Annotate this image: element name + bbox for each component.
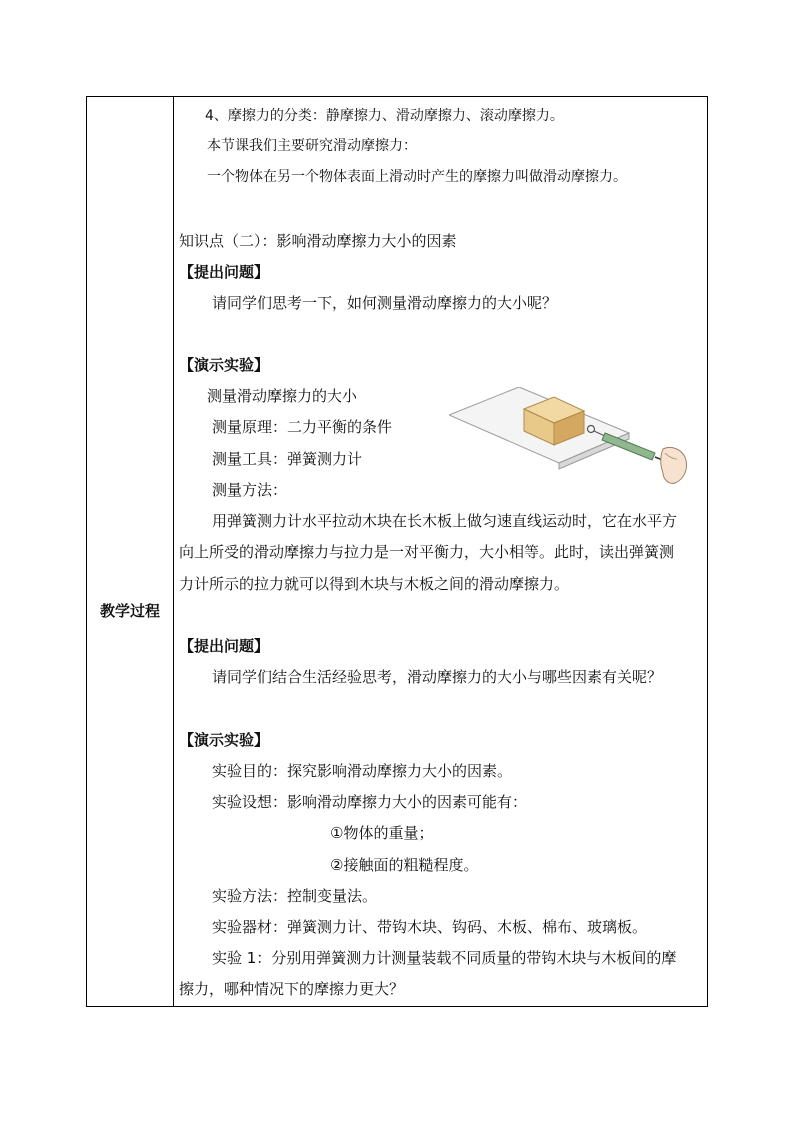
question-text-1: 请同学们思考一下，如何测量滑动摩擦力的大小呢？	[212, 294, 558, 312]
hypothesis-item-2: ②接触面的粗糙程度。	[330, 856, 479, 874]
spring-scale-figure	[449, 387, 689, 492]
question-heading-2: 【提出问题】	[179, 637, 270, 655]
experiment-purpose: 实验目的：探究影响滑动摩擦力大小的因素。	[212, 762, 513, 780]
demo-heading-2: 【演示实验】	[179, 731, 270, 749]
lesson-table	[86, 96, 708, 1007]
experiment-equipment: 实验器材：弹簧测力计、带钩木块、钩码、木板、棉布、玻璃板。	[212, 918, 648, 936]
measure-tool: 测量工具：弹簧测力计	[212, 450, 363, 468]
experiment-method: 实验方法：控制变量法。	[212, 887, 378, 905]
sliding-friction-definition: 一个物体在另一个物体表面上滑动时产生的摩擦力叫做滑动摩擦力。	[207, 169, 627, 185]
hand	[661, 447, 687, 483]
method-text-2: 向上所受的滑动摩擦力与拉力是一对平衡力，大小相等。此时，读出弹簧测	[179, 543, 675, 561]
focus-statement: 本节课我们主要研究滑动摩擦力：	[207, 138, 417, 154]
question-text-2: 请同学们结合生活经验思考，滑动摩擦力的大小与哪些因素有关呢？	[212, 668, 663, 686]
row-label: 教学过程	[99, 602, 160, 620]
column-divider	[173, 97, 174, 1006]
experiment-1-text: 实验 1：分别用弹簧测力计测量装载不同质量的带钩木块与木板间的摩	[212, 949, 677, 967]
friction-classification: 4、摩擦力的分类：静摩擦力、滑动摩擦力、滚动摩擦力。	[205, 108, 564, 124]
experiment-hypothesis: 实验设想：影响滑动摩擦力大小的因素可能有：	[212, 793, 528, 811]
method-text-1: 用弹簧测力计水平拉动木块在长木板上做匀速直线运动时，它在水平方	[212, 512, 678, 530]
demo-title: 测量滑动摩擦力的大小	[207, 387, 358, 405]
measure-principle: 测量原理：二力平衡的条件	[212, 418, 393, 436]
knowledge-point-heading: 知识点（二）：影响滑动摩擦力大小的因素	[179, 232, 457, 250]
question-heading-1: 【提出问题】	[179, 263, 270, 281]
demo-heading-1: 【演示实验】	[179, 356, 270, 374]
hypothesis-item-1: ①物体的重量；	[330, 824, 434, 842]
measure-method: 测量方法：	[212, 481, 288, 499]
method-text-3: 力计所示的拉力就可以得到木块与木板之间的滑动摩擦力。	[179, 575, 570, 593]
experiment-1-text-cont: 擦力，哪种情况下的摩擦力更大？	[179, 980, 405, 998]
